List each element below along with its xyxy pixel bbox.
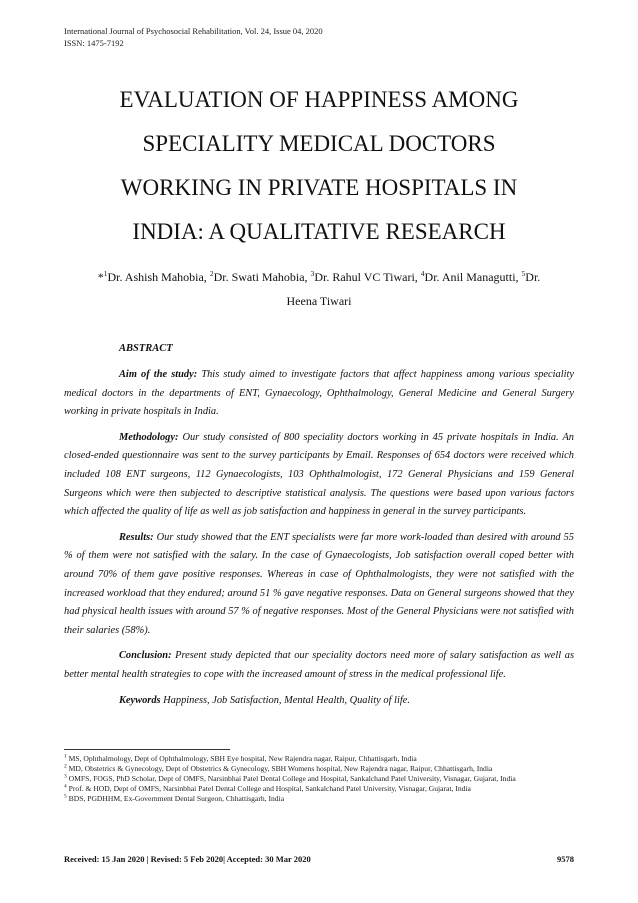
author-name: Dr. Swati Mahobia, (213, 270, 311, 284)
paper-title (64, 78, 574, 254)
footnote-sup: 4 (64, 783, 67, 790)
abstract-aim (64, 366, 574, 422)
results-label: Results: (119, 531, 154, 543)
footnote-sup: 5 (64, 793, 67, 800)
aim-text: This study aimed to investigate factors that affect happiness among various speciality medical doctors in the departments of ENT, Gynaecology, Ophthalmology, General Medicine and General Surgery working in private hospitals in India. (64, 369, 574, 418)
footnote-text: OMFS, FOGS, PhD Scholar, Dept of OMFS, Narsinbhai Patel Dental College and Hospital, Sankalchand Patel University, Visnagar, Gujarat, India (66, 774, 516, 783)
footnote-item (64, 774, 574, 784)
journal-header (64, 25, 323, 49)
author-sup: 1 (103, 269, 108, 278)
author-name: Dr. Ashish Mahobia, (107, 270, 210, 284)
author-sup: 5 (521, 269, 526, 278)
page-number: 9578 (557, 854, 574, 864)
author-sup: 3 (310, 269, 315, 278)
journal-name: International Journal of Psychosocial Rehabilitation, Vol. 24, Issue 04, 2020 (64, 26, 323, 36)
footnote-sup: 3 (64, 773, 67, 780)
footnote-text: MD, Obstetrics & Gynecology, Dept of Obstetrics & Gynecology, SBH Womens hospital, New Rajendra nagar, Raipur, Chhattisgarh, India (66, 764, 493, 773)
footnote-sup: 1 (64, 753, 67, 760)
footnote-text: Prof. & HOD, Dept of OMFS, Narsinbhai Patel Dental College and Hospital, Sankalchand Patel University, Visnagar, Gujarat, India (66, 784, 471, 793)
journal-issn: ISSN: 1475-7192 (64, 38, 124, 48)
methodology-text: Our study consisted of 800 speciality doctors working in 45 private hospitals in India. An closed-ended questionnaire was sent to the survey participants by Email. Responses of 654 doctors were received which included 108 ENT surgeons, 112 Gynaecologists, 103 Ophthalmologist, 172 General Physicians and 159 General Surgeons which were then subjected to descriptive statistical analysis. The questions were based upon various factors which affected the quality of life as well as job satisfaction and happiness in general in the survey participants. (64, 431, 574, 518)
title-line-1: EVALUATION OF HAPPINESS AMONG (119, 87, 519, 112)
abstract-body (64, 366, 574, 717)
title-line-2: SPECIALITY MEDICAL DOCTORS (142, 131, 496, 156)
author-name: Dr. Rahul VC Tiwari, (314, 270, 421, 284)
footnote-text: BDS, PGDHHM, Ex-Government Dental Surgeon, Chhattisgarh, India (66, 794, 285, 803)
footnote-item (64, 764, 574, 774)
title-line-4: INDIA: A QUALITATIVE RESEARCH (132, 219, 506, 244)
methodology-label: Methodology: (119, 431, 179, 443)
corresponding-mark: * (97, 270, 104, 284)
submission-dates: Received: 15 Jan 2020 | Revised: 5 Feb 2020| Accepted: 30 Mar 2020 (64, 854, 311, 864)
author-list (64, 265, 574, 313)
footnote-divider (64, 749, 230, 750)
footnote-item (64, 784, 574, 794)
author-sup: 4 (420, 269, 425, 278)
author-name: Dr. (525, 270, 541, 284)
footnote-item (64, 754, 574, 764)
author-name: Heena Tiwari (286, 294, 352, 308)
abstract-heading: ABSTRACT (119, 343, 173, 354)
author-sup: 2 (209, 269, 214, 278)
abstract-results (64, 529, 574, 641)
footnote-sup: 2 (64, 763, 67, 770)
abstract-keywords (64, 692, 574, 711)
footnote-item (64, 794, 574, 804)
abstract-methodology (64, 429, 574, 522)
keywords-label: Keywords (119, 694, 161, 706)
conclusion-label: Conclusion: (119, 650, 172, 662)
author-name: Dr. Anil Managutti, (424, 270, 522, 284)
results-text: Our study showed that the ENT specialists were far more work-loaded than desired with around 55 % of them were not satisfied with the salary. In the case of Gynaecologists, Job satisfaction overall coped better with around 70% of them gave positive responses. Whereas in case of Ophthalmologists, they were not satisfied with the increased workload that they endured; around 51 % gave negative responses. Data on General surgeons showed that they had physical health issues with around 57 % of negative responses. Most of the General Physicians were not satisfied with their salaries (58%). (64, 531, 574, 636)
page-footer (64, 854, 574, 864)
aim-label: Aim of the study: (119, 369, 198, 380)
footnote-text: MS, Ophthalmology, Dept of Ophthalmology, SBH Eye hospital, New Rajendra nagar, Raipur, Chhattisgarh, India (66, 754, 417, 763)
abstract-conclusion (64, 647, 574, 684)
title-line-3: WORKING IN PRIVATE HOSPITALS IN (120, 175, 518, 200)
conclusion-text: Present study depicted that our speciality doctors need more of salary satisfaction as well as better mental health strategies to cope with the increased amount of stress in the medical professional life. (64, 650, 574, 680)
keywords-text: Happiness, Job Satisfaction, Mental Health, Quality of life. (160, 694, 410, 706)
footnotes (64, 754, 574, 804)
